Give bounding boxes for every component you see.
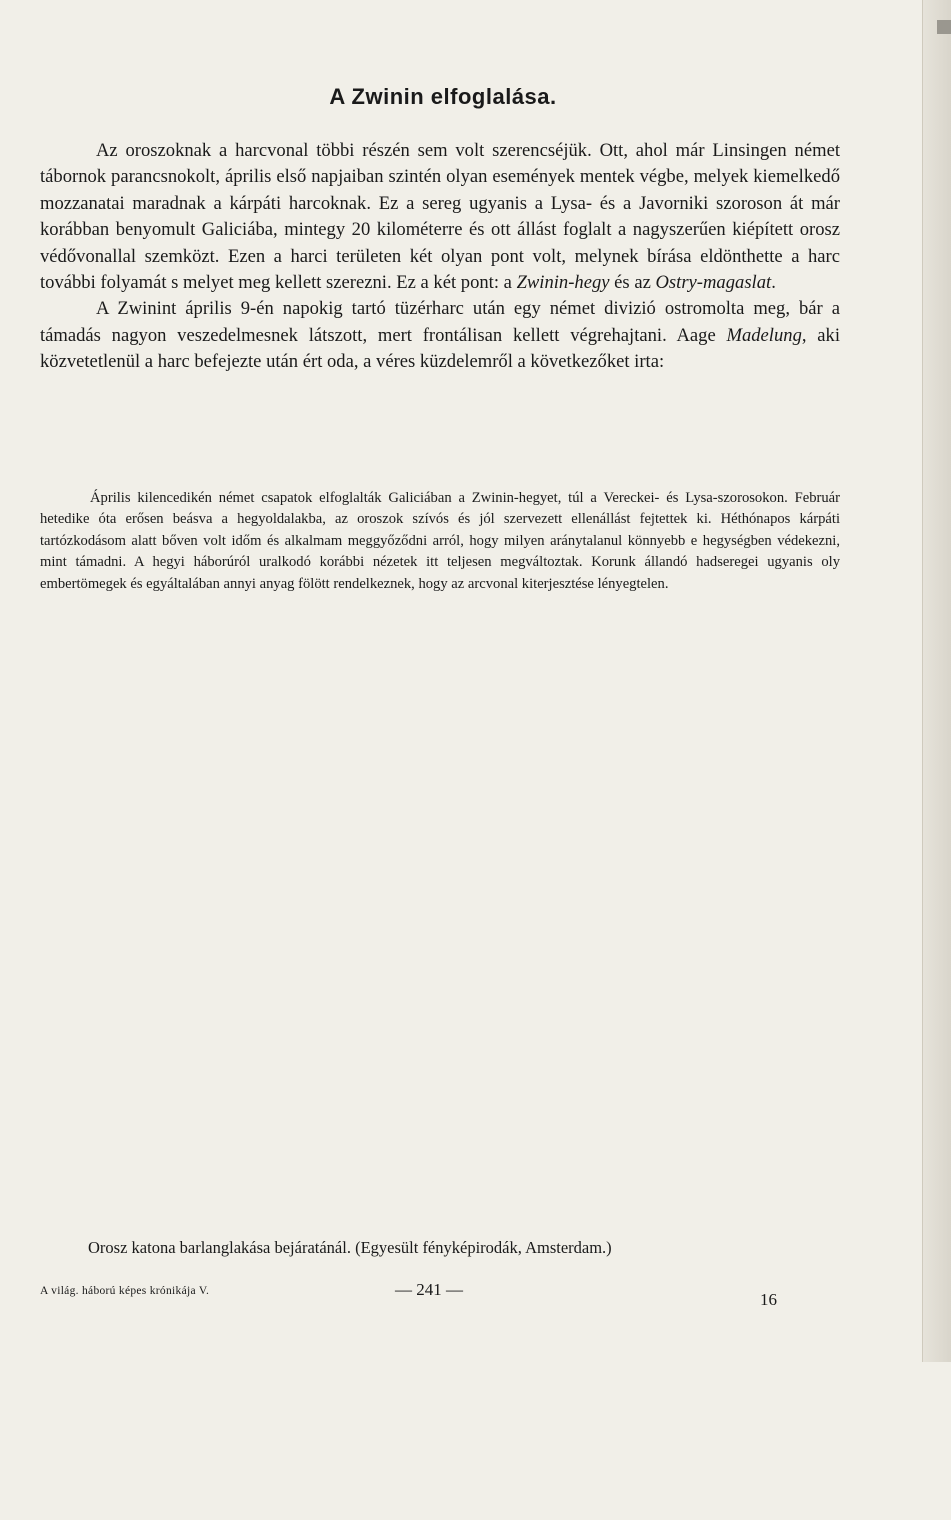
quoted-passage: Április kilencedikén német csapatok elfoglalták Galiciában a Zwinin-hegyet, túl a Vereckei- és Lysa-szorosokon. Február hetedike óta erősen beásva a hegyoldalakba, az oroszok szívós és jól szervezett ellenállást fejtettek ki. Héthónapos kárpáti tartózkodásom alatt bőven volt időm és alkalmam meggyőződni arról, hogy milyen aránytalanul könnyebb e hegységben védekezni, mint támadni. A hegyi háborúról uralkodó korábbi nézetek itt teljesen megváltoztak. Korunk állandó hadseregei ugyanis oly embertömegek és egyáltalában annyi anyag fölött rendelkeznek, hogy az arcvonal kiterjesztése lényegtelen. [40, 490, 840, 592]
paragraph-2 [40, 296, 840, 375]
photograph-frame [45, 690, 835, 1520]
photo-caption: Orosz katona barlanglakása bejáratánál. (Egyesült fényképirodák, Amsterdam.) [88, 1238, 612, 1257]
paragraph-1-connector: és az [609, 272, 656, 294]
paragraph-2-text: A Zwinint április 9-én napokig tartó tüzérharc után egy német divizió ostromolta meg, bár a támadás nagyon veszedelmesnek látszott, mert frontálisan kellett végrehajtani. Aage [40, 298, 840, 346]
paragraph-1 [40, 138, 840, 296]
author-madelung: Madelung [726, 324, 802, 346]
paragraph-1-end: . [771, 272, 776, 294]
page-edge [922, 0, 951, 1362]
place-zwinin: Zwinin-hegy [516, 272, 610, 294]
paragraph-1-text: Az oroszoknak a harcvonal többi részén sem volt szerencséjük. Ott, ahol már Linsingen német tábornok parancsnokolt, április első napjaiban szintén olyan események mentek végbe, melyek kiemelkedő mozzanatai maradnak a kárpáti harcoknak. Ez a sereg ugyanis a Lysa- és a Javorniki szoroson át már korábban benyomult Galiciába, mintegy 20 kilométerre és ott állást foglalt a nagyszerűen kiépített orosz védővonallal szemközt. Ezen a harci területen két olyan pont volt, melynek bírása eldönthette a harc további folyamát s melyet meg kellett szerezni. Ez a két pont: a [40, 140, 840, 294]
photograph [90, 1380, 835, 1520]
footer-signature-mark: 16 [760, 1290, 777, 1309]
article-title: A Zwinin elfoglalása. [329, 84, 557, 109]
paragraph-2-end: , aki közvetetlenül a harc befejezte után ért oda, a véres küzdelemről a következőket irta: [40, 324, 841, 373]
page-edge-mark [937, 20, 951, 34]
place-ostry: Ostry-magaslat [655, 272, 772, 294]
footer-page-number: — 241 — [395, 1280, 463, 1299]
article-body [40, 138, 840, 376]
footer-series-title: A világ. háború képes krónikája V. [40, 1285, 210, 1297]
